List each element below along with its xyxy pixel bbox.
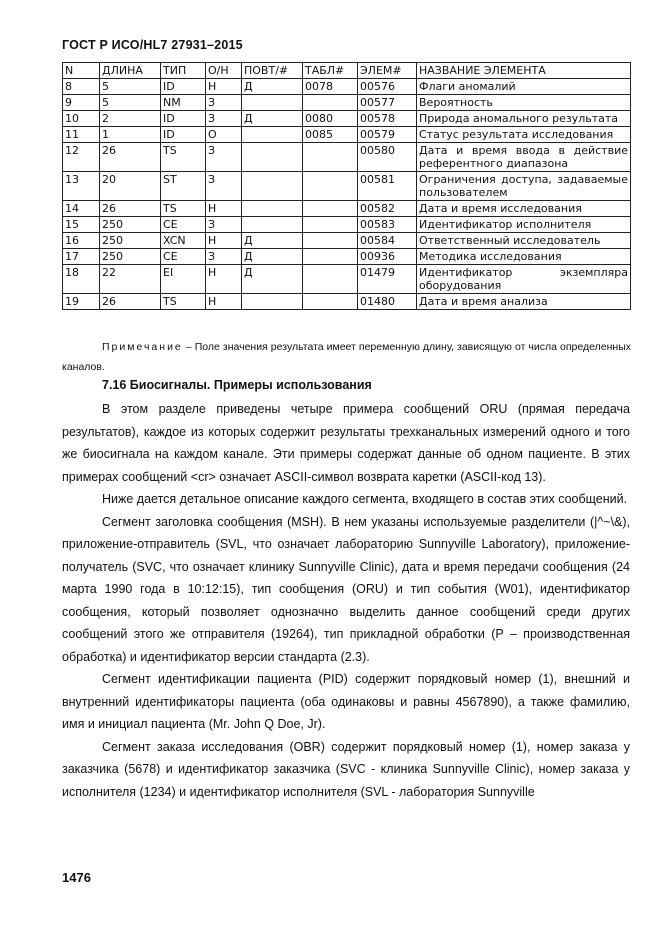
table-cell — [242, 172, 303, 201]
table-header-row — [63, 63, 631, 79]
table-row — [63, 265, 631, 294]
column-header: ПОВТ/# — [242, 63, 303, 79]
table-cell: 5 — [100, 95, 161, 111]
table-row — [63, 127, 631, 143]
table-cell: 1 — [100, 127, 161, 143]
table-cell: 26 — [100, 201, 161, 217]
table-cell: 20 — [100, 172, 161, 201]
note-text: – Поле значения результата имеет переменную длину, зависящую от числа определенных каналов. — [62, 341, 631, 373]
column-header: N — [63, 63, 100, 79]
table-cell: 250 — [100, 217, 161, 233]
table-cell: 00576 — [358, 79, 417, 95]
table-cell: 19 — [63, 294, 100, 310]
table-row — [63, 233, 631, 249]
table-cell — [303, 143, 358, 172]
table-cell — [303, 95, 358, 111]
table-cell: Н — [206, 265, 242, 294]
table-cell: ID — [161, 79, 206, 95]
table-cell — [242, 127, 303, 143]
table-cell: 0080 — [303, 111, 358, 127]
table-cell: З — [206, 111, 242, 127]
table-cell: 2 — [100, 111, 161, 127]
segment-fields-table — [62, 62, 631, 310]
table-cell — [303, 201, 358, 217]
table-cell: NM — [161, 95, 206, 111]
table-cell: CE — [161, 217, 206, 233]
column-header: ТАБЛ# — [303, 63, 358, 79]
table-row — [63, 95, 631, 111]
table-cell: EI — [161, 265, 206, 294]
table-row — [63, 249, 631, 265]
table-row — [63, 111, 631, 127]
table-cell: 15 — [63, 217, 100, 233]
paragraph: Сегмент заголовка сообщения (MSH). В нем указаны используемые разделители (|^~\&), приложение-отправитель (SVL, что означает лабораторию Sunnyville Laboratory), приложение-получатель (SVC, что означает клинику Sunnyville Clinic), дата и время передачи сообщения (24 марта 1990 года в 10:12:15), тип сообщения (ORU) и тип события (W01), идентификатор сообщения, который позволяет однозначно выделить данное сообщений среди других сообщений этого же отправителя (19264), тип прикладной обработки (P – производственная обработка) и идентификатор версии стандарта (2.3). — [62, 514, 630, 664]
table-cell: 17 — [63, 249, 100, 265]
table-cell: 22 — [100, 265, 161, 294]
table-cell: 14 — [63, 201, 100, 217]
table-cell: TS — [161, 294, 206, 310]
table-row — [63, 172, 631, 201]
table-body — [63, 79, 631, 310]
table-cell: Д — [242, 111, 303, 127]
table-cell — [303, 294, 358, 310]
table-cell — [303, 233, 358, 249]
table-cell — [242, 143, 303, 172]
table-cell: Идентификатор экземпляра оборудования — [417, 265, 631, 294]
table-cell: 9 — [63, 95, 100, 111]
table-cell: 11 — [63, 127, 100, 143]
table-cell: XCN — [161, 233, 206, 249]
table-cell: 01479 — [358, 265, 417, 294]
table-cell — [303, 265, 358, 294]
table-cell: 8 — [63, 79, 100, 95]
body-text — [62, 398, 630, 803]
table-cell: 26 — [100, 294, 161, 310]
table-cell: Н — [206, 294, 242, 310]
table-cell: 0078 — [303, 79, 358, 95]
table-cell: Статус результата исследования — [417, 127, 631, 143]
table-row — [63, 143, 631, 172]
table-cell: Н — [206, 201, 242, 217]
paragraph: Сегмент идентификации пациента (PID) содержит порядковый номер (1), внешний и внутренний идентификаторы пациента (оба одинаковы и равны 4567890), а также фамилию, имя и инициал пациента (Mr. John Q Doe, Jr). — [62, 672, 630, 731]
table-note — [62, 337, 631, 377]
table-row — [63, 217, 631, 233]
table-cell: ST — [161, 172, 206, 201]
table-cell: TS — [161, 143, 206, 172]
table-cell: 0085 — [303, 127, 358, 143]
table-cell: 00582 — [358, 201, 417, 217]
table-cell: 00581 — [358, 172, 417, 201]
column-header: ТИП — [161, 63, 206, 79]
table-cell — [242, 201, 303, 217]
table-cell: ID — [161, 127, 206, 143]
column-header: ДЛИНА — [100, 63, 161, 79]
paragraph: В этом разделе приведены четыре примера сообщений ORU (прямая передача результатов), каждое из которых содержит результаты трехканальных измерений одного и того же биосигнала на каждом канале. Эти примеры содержат данные об одном пациенте. В этих примерах сообщений <cr> означает ASCII-символ возврата каретки (ASCII-код 13). — [62, 402, 630, 484]
table-cell: З — [206, 217, 242, 233]
table-cell: 00578 — [358, 111, 417, 127]
table-cell: 18 — [63, 265, 100, 294]
table-cell: 00583 — [358, 217, 417, 233]
table-cell: Ответственный исследователь — [417, 233, 631, 249]
column-header: ЭЛЕМ# — [358, 63, 417, 79]
table-cell: Природа аномального результата — [417, 111, 631, 127]
table-row — [63, 79, 631, 95]
document-header: ГОСТ Р ИСО/HL7 27931–2015 — [62, 38, 243, 52]
table-cell — [242, 217, 303, 233]
table-cell — [303, 217, 358, 233]
table-cell — [303, 249, 358, 265]
table-cell: 00579 — [358, 127, 417, 143]
table-cell: Д — [242, 233, 303, 249]
table-cell: З — [206, 95, 242, 111]
table-cell: 00584 — [358, 233, 417, 249]
table-cell — [303, 172, 358, 201]
table-cell: 00936 — [358, 249, 417, 265]
paragraph: Ниже дается детальное описание каждого сегмента, входящего в состав этих сообщений. — [102, 492, 628, 506]
table-cell: Идентификатор исполнителя — [417, 217, 631, 233]
table-cell: З — [206, 143, 242, 172]
column-header: НАЗВАНИЕ ЭЛЕМЕНТА — [417, 63, 631, 79]
table-cell — [242, 95, 303, 111]
table-cell: Вероятность — [417, 95, 631, 111]
table-cell: 12 — [63, 143, 100, 172]
table-cell: Д — [242, 249, 303, 265]
table-cell: Дата и время анализа — [417, 294, 631, 310]
table-cell: О — [206, 127, 242, 143]
table-cell: 13 — [63, 172, 100, 201]
table-row — [63, 294, 631, 310]
table-cell: Н — [206, 233, 242, 249]
column-header: О/Н — [206, 63, 242, 79]
note-label: Примечание — [102, 341, 183, 353]
table-cell: Методика исследования — [417, 249, 631, 265]
table-cell: TS — [161, 201, 206, 217]
paragraph: Сегмент заказа исследования (OBR) содержит порядковый номер (1), номер заказа у заказчика (5678) и идентификатор заказчика (SVC - клиника Sunnyville Clinic), номер заказа у исполнителя (1234) и идентификатор исполнителя (SVL - лаборатория Sunnyville — [62, 739, 630, 799]
table-cell: Н — [206, 79, 242, 95]
table-cell: 10 — [63, 111, 100, 127]
table-cell: Д — [242, 265, 303, 294]
table-cell: 250 — [100, 233, 161, 249]
table-cell: 5 — [100, 79, 161, 95]
table-cell: 16 — [63, 233, 100, 249]
table-cell: З — [206, 172, 242, 201]
table-cell: З — [206, 249, 242, 265]
table-cell: Д — [242, 79, 303, 95]
table-cell: Дата и время ввода в действие референтного диапазона — [417, 143, 631, 172]
table-cell: 00580 — [358, 143, 417, 172]
table-cell — [242, 294, 303, 310]
section-title: 7.16 Биосигналы. Примеры использования — [102, 378, 372, 392]
table-cell: Флаги аномалий — [417, 79, 631, 95]
page-number: 1476 — [62, 870, 91, 885]
table-cell: Ограничения доступа, задаваемые пользователем — [417, 172, 631, 201]
table-cell: 01480 — [358, 294, 417, 310]
table-cell: 00577 — [358, 95, 417, 111]
table-cell: 26 — [100, 143, 161, 172]
table-cell: CE — [161, 249, 206, 265]
table-cell: ID — [161, 111, 206, 127]
table-cell: Дата и время исследования — [417, 201, 631, 217]
table-cell: 250 — [100, 249, 161, 265]
table-row — [63, 201, 631, 217]
